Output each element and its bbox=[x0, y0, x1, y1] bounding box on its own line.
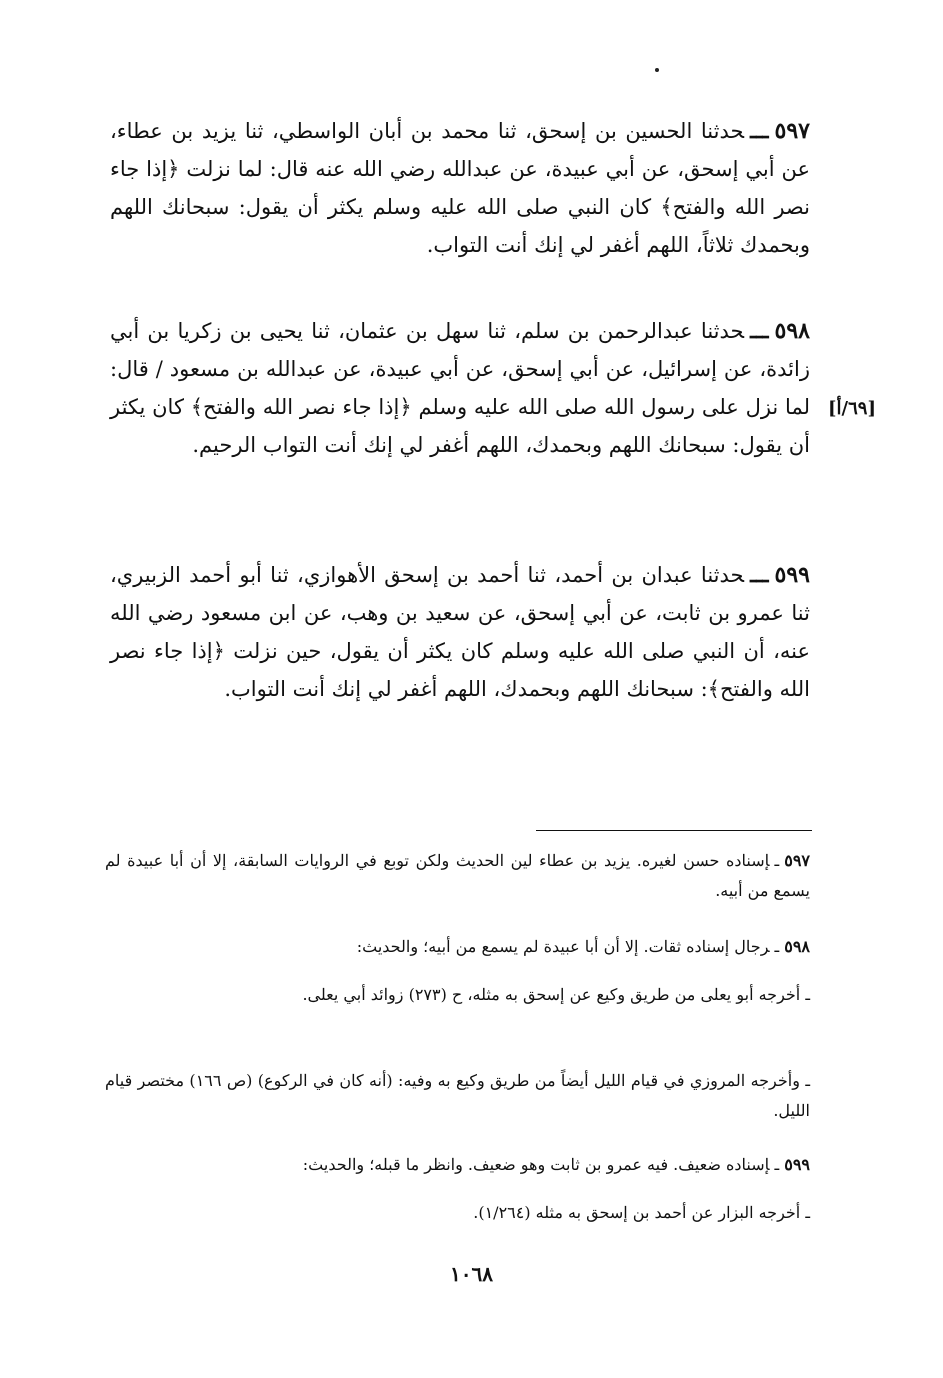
hadith-598 bbox=[110, 312, 810, 464]
hadith-597 bbox=[110, 112, 810, 264]
hadith-text: حدثنا عبدالرحمن بن سلم، ثنا سهل بن عثمان، ثنا يحيى بن زكريا بن أبي زائدة، عن إسرائيل، عن أبي إسحق، عن أبي عبيدة، عن عبدالله بن مسعود / قال: لما نزل على رسول الله صلى الله عليه وسلم ﴿إذا جاء نصر الله والفتح﴾ كان يكثر أن يقول: سبحانك اللهم وبحمدك، اللهم أغفر لي إنك أنت التواب الرحيم. bbox=[110, 319, 810, 457]
footnote-599-source-1 bbox=[105, 1198, 810, 1228]
page-number: ١٠٦٨ bbox=[450, 1262, 493, 1286]
hadith-text: حدثنا عبدان بن أحمد، ثنا أحمد بن إسحق الأهوازي، ثنا أبو أحمد الزبيري، ثنا عمرو بن ثابت، عن أبي إسحق، عن سعيد بن وهب، عن ابن مسعود رضي الله عنه، أن النبي صلى الله عليه وسلم كان يكثر أن يقول، حين نزلت ﴿إذا جاء نصر الله والفتح﴾: سبحانك اللهم وبحمدك، اللهم أغفر لي إنك أنت التواب. bbox=[110, 563, 810, 701]
footnote-dash: ـ bbox=[774, 851, 780, 870]
footnote-separator bbox=[536, 830, 812, 831]
footnote-dash: ـ bbox=[774, 1155, 780, 1174]
footnote-598-source-2 bbox=[105, 1066, 810, 1126]
hadith-text: حدثنا الحسين بن إسحق، ثنا محمد بن أبان الواسطي، ثنا يزيد بن عطاء، عن أبي إسحق، عن أبي عبيدة، عن عبدالله رضي الله عنه قال: لما نزلت ﴿إذا جاء نصر الله والفتح﴾ كان النبي صلى الله عليه وسلم يكثر أن يقول: سبحانك اللهم وبحمدك ثلاثاً، اللهم أغفر لي إنك أنت التواب. bbox=[110, 119, 810, 257]
hadith-dash: ـــ bbox=[750, 118, 769, 143]
footnote-dash: ـ bbox=[774, 937, 780, 956]
footnote-text: إسناده ضعيف. فيه عمرو بن ثابت وهو ضعيف. وانظر ما قبله؛ والحديث: bbox=[302, 1155, 770, 1174]
footnote-text: ـ أخرجه البزار عن أحمد بن إسحق به مثله (١/٢٦٤). bbox=[473, 1203, 810, 1222]
footnote-text: رجال إسناده ثقات. إلا أن أبا عبيدة لم يسمع من أبيه؛ والحديث: bbox=[356, 937, 770, 956]
footnote-598-source-1 bbox=[105, 980, 810, 1010]
footnote-598 bbox=[105, 932, 810, 962]
footnote-599 bbox=[105, 1150, 810, 1180]
hadith-number: ٥٩٨ bbox=[774, 318, 810, 344]
footnote-number: ٥٩٨ bbox=[784, 937, 810, 956]
hadith-dash: ـــ bbox=[750, 562, 769, 587]
footnote-text: ـ أخرجه أبو يعلى من طريق وكيع عن إسحق به مثله، ح (٢٧٣) زوائد أبي يعلى. bbox=[302, 985, 810, 1004]
manuscript-folio-marker: [٦٩/أ] bbox=[828, 398, 876, 419]
footnote-text: ـ وأخرجه المروزي في قيام الليل أيضاً من طريق وكيع به وفيه: (أنه كان في الركوع) (ص ١٦٦) مختصر قيام الليل. bbox=[105, 1071, 811, 1120]
footnote-text: إسناده حسن لغيره. يزيد بن عطاء لين الحديث ولكن توبع في الروايات السابقة، إلا أن أبا عبيدة لم يسمع من أبيه. bbox=[105, 851, 810, 900]
hadith-599 bbox=[110, 556, 810, 708]
footnote-number: ٥٩٧ bbox=[784, 851, 810, 870]
hadith-number: ٥٩٩ bbox=[774, 562, 810, 588]
hadith-number: ٥٩٧ bbox=[774, 118, 810, 144]
hadith-dash: ـــ bbox=[750, 318, 769, 343]
page-mark bbox=[655, 68, 659, 72]
footnote-597 bbox=[105, 846, 810, 906]
footnote-number: ٥٩٩ bbox=[784, 1155, 810, 1174]
